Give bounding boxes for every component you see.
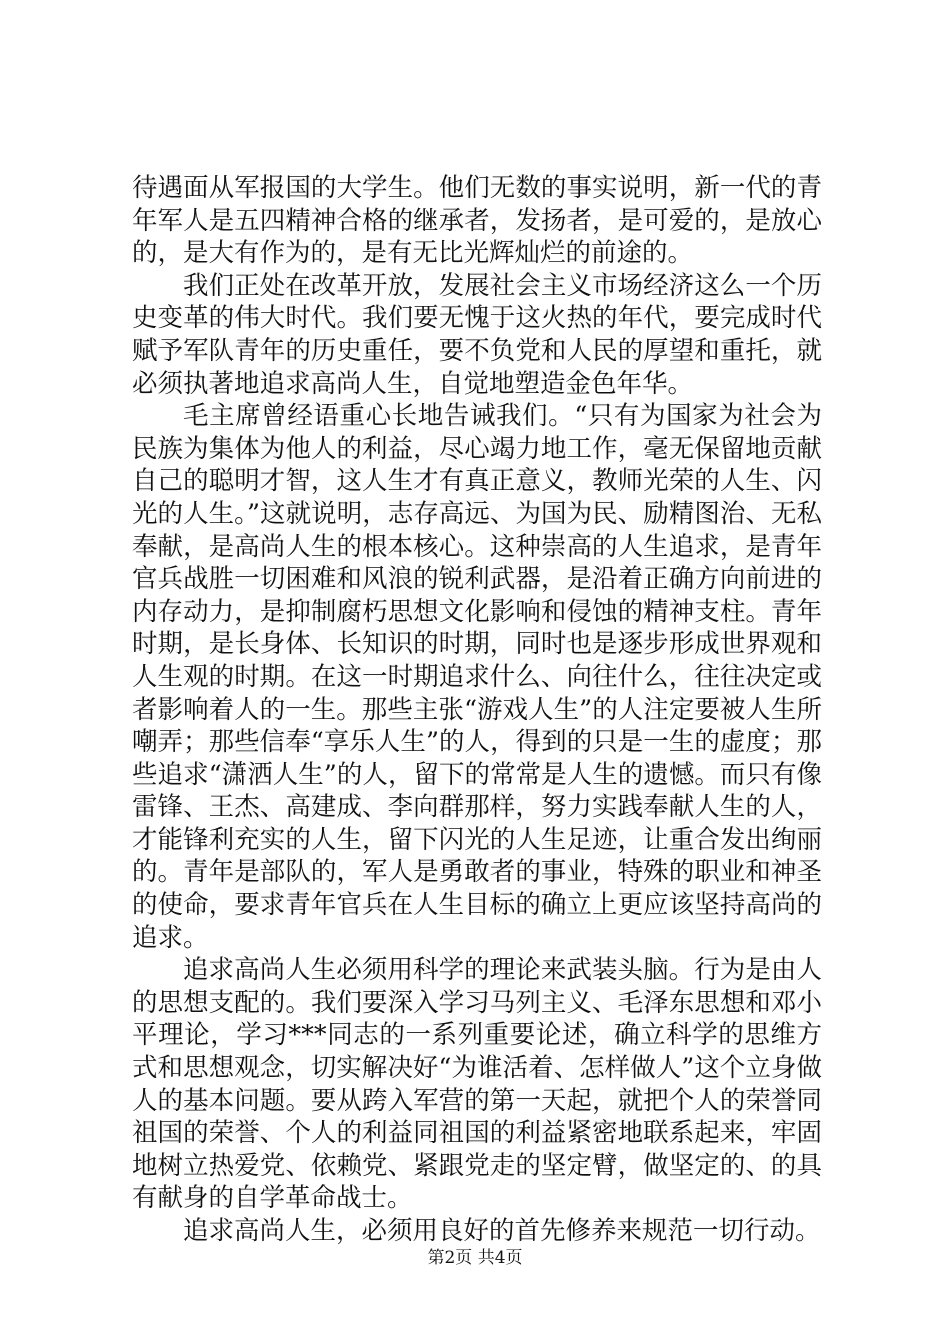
paragraph: 毛主席曾经语重心长地告诫我们。“只有为国家为社会为民族为集体为他人的利益，尽心竭力地工作，毫无保留地贡献自己的聪明才智，这人生才有真正意义，教师光荣的人生、闪光的人生。”这就说明，志存高远、为国为民、励精图治、无私奉献，是高尚人生的根本核心。这种崇高的人生追求，是青年官兵战胜一切困难和风浪的锐利武器，是沿着正确方向前进的内存动力，是抑制腐朽思想文化影响和侵蚀的精神支柱。青年时期，是长身体、长知识的时期，同时也是逐步形成世界观和人生观的时期。在这一时期追求什么、向往什么，往往决定或者影响着人的一生。那些主张“游戏人生”的人注定要被人生所嘲弄；那些信奉“享乐人生”的人，得到的只是一生的虚度；那些追求“潇洒人生”的人，留下的常常是人生的遗憾。而只有像雷锋、王杰、高建成、李向群那样，努力实践奉献人生的人，才能锋利充实的人生，留下闪光的人生足迹，让重合发出绚丽的。青年是部队的，军人是勇敢者的事业，特殊的职业和神圣的使命，要求青年官兵在人生目标的确立上更应该坚持高尚的追求。 — [132, 401, 822, 953]
paragraph: 追求高尚人生必须用科学的理论来武装头脑。行为是由人的思想支配的。我们要深入学习马列主义、毛泽东思想和邓小平理论，学习***同志的一系列重要论述，确立科学的思维方式和思想观念，切实解决好“为谁活着、怎样做人”这个立身做人的基本问题。要从跨入军营的第一天起，就把个人的荣誉同祖国的荣誉、个人的利益同祖国的利益紧密地联系起来，牢固地树立热爱党、依赖党、紧跟党走的坚定臂，做坚定的、的具有献身的自学革命战士。 — [132, 955, 822, 1214]
paragraph: 我们正处在改革开放，发展社会主义市场经济这么一个历史变革的伟大时代。我们要无愧于这火热的年代，要完成时代赋予军队青年的历史重任，要不负党和人民的厚望和重托，就必须执著地追求高尚人生，自觉地塑造金色年华。 — [132, 270, 822, 399]
paragraph-continued: 待遇面从军报国的大学生。他们无数的事实说明，新一代的青年军人是五四精神合格的继承者，发扬者，是可爱的，是放心的，是大有作为的，是有无比光辉灿烂的前途的。 — [132, 173, 822, 269]
paragraph: 追求高尚人生，必须用良好的首先修养来规范一切行动。 — [183, 1216, 821, 1246]
page-footer: 第2页 共4页 — [427, 1248, 523, 1268]
body-text — [132, 172, 822, 1248]
